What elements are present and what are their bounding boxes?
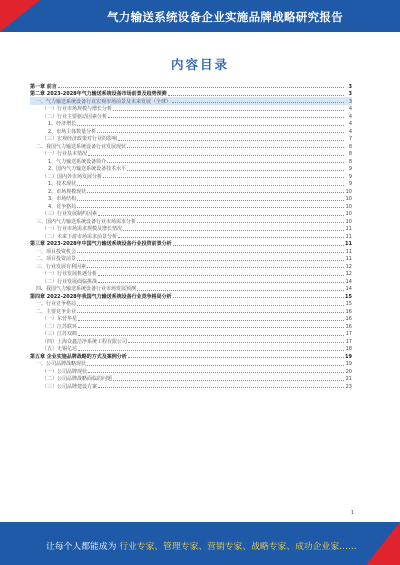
toc-entry-text: 第五章 企业实施品牌战略的方式及案例分析 — [30, 353, 127, 360]
toc-entry-page: 19 — [345, 353, 352, 360]
toc-entry-page: 9 — [348, 166, 352, 172]
toc-dot-leader — [78, 350, 344, 351]
footer-roles: 行业专家、管理专家、营销专家、战略专家、成功企业家…… — [119, 542, 357, 552]
toc-entry[interactable] — [30, 112, 352, 120]
toc-entry-text: 二、我国气力输送系统设备行业发展现状 — [36, 143, 127, 150]
toc-chapter-entry[interactable] — [30, 352, 352, 360]
toc-dot-leader — [87, 365, 344, 366]
toc-dot-leader — [108, 117, 344, 118]
toc-dot-leader — [98, 387, 344, 388]
toc-entry-page: 23 — [345, 383, 352, 390]
page-header — [0, 0, 400, 32]
toc-entry-text: （二）行业发展面临挑战 — [42, 278, 98, 285]
toc-entry-text: 1、气力输送系统设备简介 — [48, 158, 107, 165]
toc-entry[interactable] — [30, 135, 352, 143]
toc-dot-leader — [137, 222, 344, 223]
toc-entry-text: 三、国内气力输送系统设备行业市场需求分析 — [36, 218, 137, 225]
toc-entry-text: （一）行业市场需求规模及增长情况 — [42, 226, 123, 232]
toc-entry-page: 16 — [345, 316, 352, 322]
report-title: 气力输送系统设备企业实施品牌战略研究报告 — [107, 10, 343, 24]
toc-entry-text: 2、市场规模现状 — [48, 188, 87, 195]
toc-entry-page: 17 — [345, 338, 352, 345]
toc-dot-leader — [88, 372, 344, 373]
toc-entry-text: （一）东营华星 — [42, 316, 78, 322]
toc-entry[interactable] — [30, 97, 352, 105]
toc-entry-page: 11 — [345, 233, 352, 240]
toc-entry-page: 7 — [348, 136, 352, 142]
toc-dot-leader — [98, 275, 344, 276]
toc-dot-leader — [123, 230, 344, 231]
toc-entry[interactable] — [30, 337, 352, 345]
toc-heading: 内容目录 — [170, 57, 229, 72]
toc-entry-text: 第二章 2023-2028年气力输送系统设备市场前景及趋势预测 — [30, 91, 167, 97]
toc-entry[interactable] — [30, 157, 352, 165]
footer-red-corner — [366, 522, 400, 565]
toc-dot-leader — [137, 290, 344, 291]
toc-entry[interactable] — [30, 367, 352, 375]
toc-entry-page: 3 — [348, 91, 352, 97]
toc-dot-leader — [128, 342, 344, 343]
toc-dot-leader — [78, 335, 344, 336]
toc-entry[interactable] — [30, 127, 352, 135]
toc-entry-text: 四、我国气力输送系统设备行业市场发展预测 — [36, 286, 137, 292]
toc-entry[interactable] — [30, 172, 352, 180]
toc-dot-leader — [113, 110, 344, 111]
toc-entry[interactable] — [30, 315, 352, 323]
toc-entry-page: 8 — [348, 151, 352, 157]
toc-chapter-entry[interactable] — [30, 240, 352, 248]
toc-entry-page: 14 — [345, 286, 352, 292]
toc-entry-text: 第四章 2022-2028年我国气力输送系统设备行业竞争格局分析 — [30, 293, 172, 300]
toc-dot-leader — [78, 320, 344, 321]
toc-dot-leader — [173, 297, 344, 298]
toc-dot-leader — [103, 177, 344, 178]
toc-entry-text: （三）宏观经济政策对行业的影响 — [42, 136, 118, 142]
table-of-contents — [30, 82, 352, 390]
toc-entry-page: 12 — [345, 271, 352, 277]
toc-entry-page: 11 — [345, 256, 352, 262]
toc-entry-text: 2、国内气力输送系统设备技术水平 — [48, 166, 127, 172]
toc-dot-leader — [77, 200, 344, 201]
toc-dot-leader — [87, 192, 344, 193]
toc-entry[interactable] — [30, 180, 352, 188]
toc-dot-leader — [88, 155, 344, 156]
toc-entry-text: 1、经济增长 — [48, 121, 77, 127]
toc-entry[interactable] — [30, 225, 352, 233]
toc-entry[interactable] — [30, 285, 352, 293]
toc-entry-text: 3、市场结构 — [48, 196, 77, 202]
toc-entry-page: 10 — [345, 188, 352, 195]
toc-entry[interactable] — [30, 120, 352, 128]
toc-entry-text: （三）行业发展制约因素 — [42, 211, 98, 217]
toc-entry-page: 11 — [345, 241, 352, 247]
toc-entry[interactable] — [30, 255, 352, 263]
toc-entry-text: 三、行业发展有利因素 — [36, 263, 87, 270]
toc-entry-text: 二、主要竞争企业 — [36, 308, 77, 315]
toc-dot-leader — [128, 357, 344, 358]
toc-entry-page: 8 — [348, 158, 352, 165]
toc-entry[interactable] — [30, 300, 352, 308]
toc-entry-text: （五）无锡亿达 — [42, 346, 78, 352]
toc-entry[interactable] — [30, 345, 352, 353]
toc-entry[interactable] — [30, 202, 352, 210]
toc-dot-leader — [127, 170, 344, 171]
toc-entry-page: 10 — [345, 211, 352, 217]
toc-entry[interactable] — [30, 270, 352, 278]
toc-entry-text: （三）江苏双鹤 — [42, 331, 78, 337]
toc-dot-leader — [77, 260, 344, 261]
toc-entry[interactable] — [30, 150, 352, 158]
toc-entry-page: 15 — [345, 301, 352, 307]
toc-entry-page: 16 — [345, 323, 352, 330]
toc-dot-leader — [77, 252, 344, 253]
toc-dot-leader — [168, 95, 344, 96]
toc-entry[interactable] — [30, 217, 352, 225]
toc-entry-text: （一）公司品牌现状 — [42, 368, 88, 375]
toc-chapter-entry[interactable] — [30, 292, 352, 300]
toc-entry-text: （四）上海众鑫洁净系统工程有限公司 — [42, 338, 128, 345]
toc-entry-text: （二）国内外市场发展分析 — [42, 173, 103, 180]
toc-entry-text: （二）江苏联环 — [42, 323, 78, 330]
toc-dot-leader — [118, 140, 344, 141]
toc-dot-leader — [98, 282, 344, 283]
toc-entry[interactable] — [30, 165, 352, 173]
toc-dot-leader — [78, 327, 344, 328]
toc-entry-page: 4 — [348, 121, 352, 127]
toc-entry-text: （一）行业发展机遇分析 — [42, 271, 98, 277]
toc-entry-text: 一、项目投资机会 — [36, 248, 77, 255]
page-number: 1 — [350, 510, 354, 516]
toc-entry-page: 10 — [345, 203, 352, 210]
toc-dot-leader — [58, 87, 344, 88]
toc-entry[interactable] — [30, 375, 352, 383]
toc-entry-page: 9 — [348, 173, 352, 180]
toc-entry-page: 20 — [345, 368, 352, 375]
toc-dot-leader — [118, 237, 344, 238]
toc-entry-text: （二）公司品牌战略面临的问题 — [42, 376, 113, 382]
toc-entry-page: 4 — [348, 113, 352, 120]
toc-entry-page: 16 — [345, 308, 352, 315]
toc-entry[interactable] — [30, 322, 352, 330]
toc-dot-leader — [173, 245, 344, 246]
toc-entry[interactable] — [30, 360, 352, 368]
toc-entry-page: 4 — [348, 106, 352, 112]
toc-dot-leader — [77, 207, 344, 208]
toc-entry-text: （一）行业市场规模与增长分析 — [42, 106, 113, 112]
toc-chapter-entry[interactable] — [30, 82, 352, 90]
toc-entry-page: 18 — [345, 346, 352, 352]
toc-dot-leader — [77, 185, 344, 186]
toc-entry-text: 第三章 2023-2028年中国气力输送系统设备行业投资前景分析 — [30, 241, 172, 247]
toc-entry-text: （三）公司品牌建设方案 — [42, 383, 98, 390]
toc-entry-page: 19 — [345, 361, 352, 367]
toc-entry[interactable] — [30, 262, 352, 270]
toc-dot-leader — [87, 267, 344, 268]
toc-entry-text: （二）行业主要驱动因素分析 — [42, 113, 108, 120]
toc-dot-leader — [77, 312, 344, 313]
toc-entry-text: （一）行业基本情况 — [42, 151, 88, 157]
footer-lead: 让每个人都能成为 — [46, 542, 117, 552]
toc-entry-page: 12 — [345, 263, 352, 270]
toc-entry-page: 9 — [348, 181, 352, 187]
toc-entry-text: 一、公司品牌战略现状 — [36, 361, 87, 367]
toc-entry[interactable] — [30, 330, 352, 338]
toc-entry-page: 17 — [345, 331, 352, 337]
toc-entry-page: 14 — [345, 278, 352, 285]
header-red-corner — [0, 0, 40, 32]
toc-entry[interactable] — [30, 210, 352, 218]
toc-dot-leader — [98, 215, 344, 216]
toc-entry-page: 10 — [345, 196, 352, 202]
page-footer — [0, 522, 400, 565]
toc-dot-leader — [172, 102, 344, 103]
toc-entry-page: 11 — [345, 226, 352, 232]
toc-entry[interactable] — [30, 307, 352, 315]
toc-entry-text: 第一章 前言 — [30, 83, 57, 90]
toc-dot-leader — [77, 125, 344, 126]
toc-entry-text: 一、气力输送系统设备行业宏观市场前景及未来发展（全球） — [36, 98, 172, 105]
toc-entry[interactable] — [30, 142, 352, 150]
toc-entry-page: 8 — [348, 143, 352, 150]
toc-entry[interactable] — [30, 187, 352, 195]
toc-dot-leader — [127, 147, 344, 148]
toc-entry[interactable] — [30, 195, 352, 203]
toc-entry-text: 1、技术现状 — [48, 181, 77, 187]
toc-entry[interactable] — [30, 232, 352, 240]
toc-entry[interactable] — [30, 105, 352, 113]
toc-entry[interactable] — [30, 247, 352, 255]
toc-entry[interactable] — [30, 382, 352, 390]
toc-entry-text: 4、竞争格局 — [48, 203, 77, 210]
toc-entry-page: 3 — [348, 83, 352, 90]
toc-entry-page: 11 — [345, 248, 352, 255]
toc-entry[interactable] — [30, 277, 352, 285]
toc-entry-text: 2、市场主体数量分析 — [48, 128, 97, 135]
footer-slogan — [46, 539, 357, 552]
toc-entry-text: 二、项目投资前景 — [36, 256, 77, 262]
toc-entry-page: 21 — [345, 376, 352, 382]
toc-entry-page: 3 — [348, 98, 352, 105]
toc-entry-text: 一、行业竞争格局 — [36, 301, 77, 307]
toc-dot-leader — [107, 162, 344, 163]
toc-entry-text: （二）未来下游市场需求前景分析 — [42, 233, 118, 240]
toc-chapter-entry[interactable] — [30, 90, 352, 98]
toc-dot-leader — [77, 305, 344, 306]
toc-dot-leader — [113, 380, 344, 381]
toc-entry-page: 4 — [348, 128, 352, 135]
toc-entry-page: 15 — [345, 293, 352, 300]
toc-entry-page: 10 — [345, 218, 352, 225]
toc-dot-leader — [97, 132, 344, 133]
